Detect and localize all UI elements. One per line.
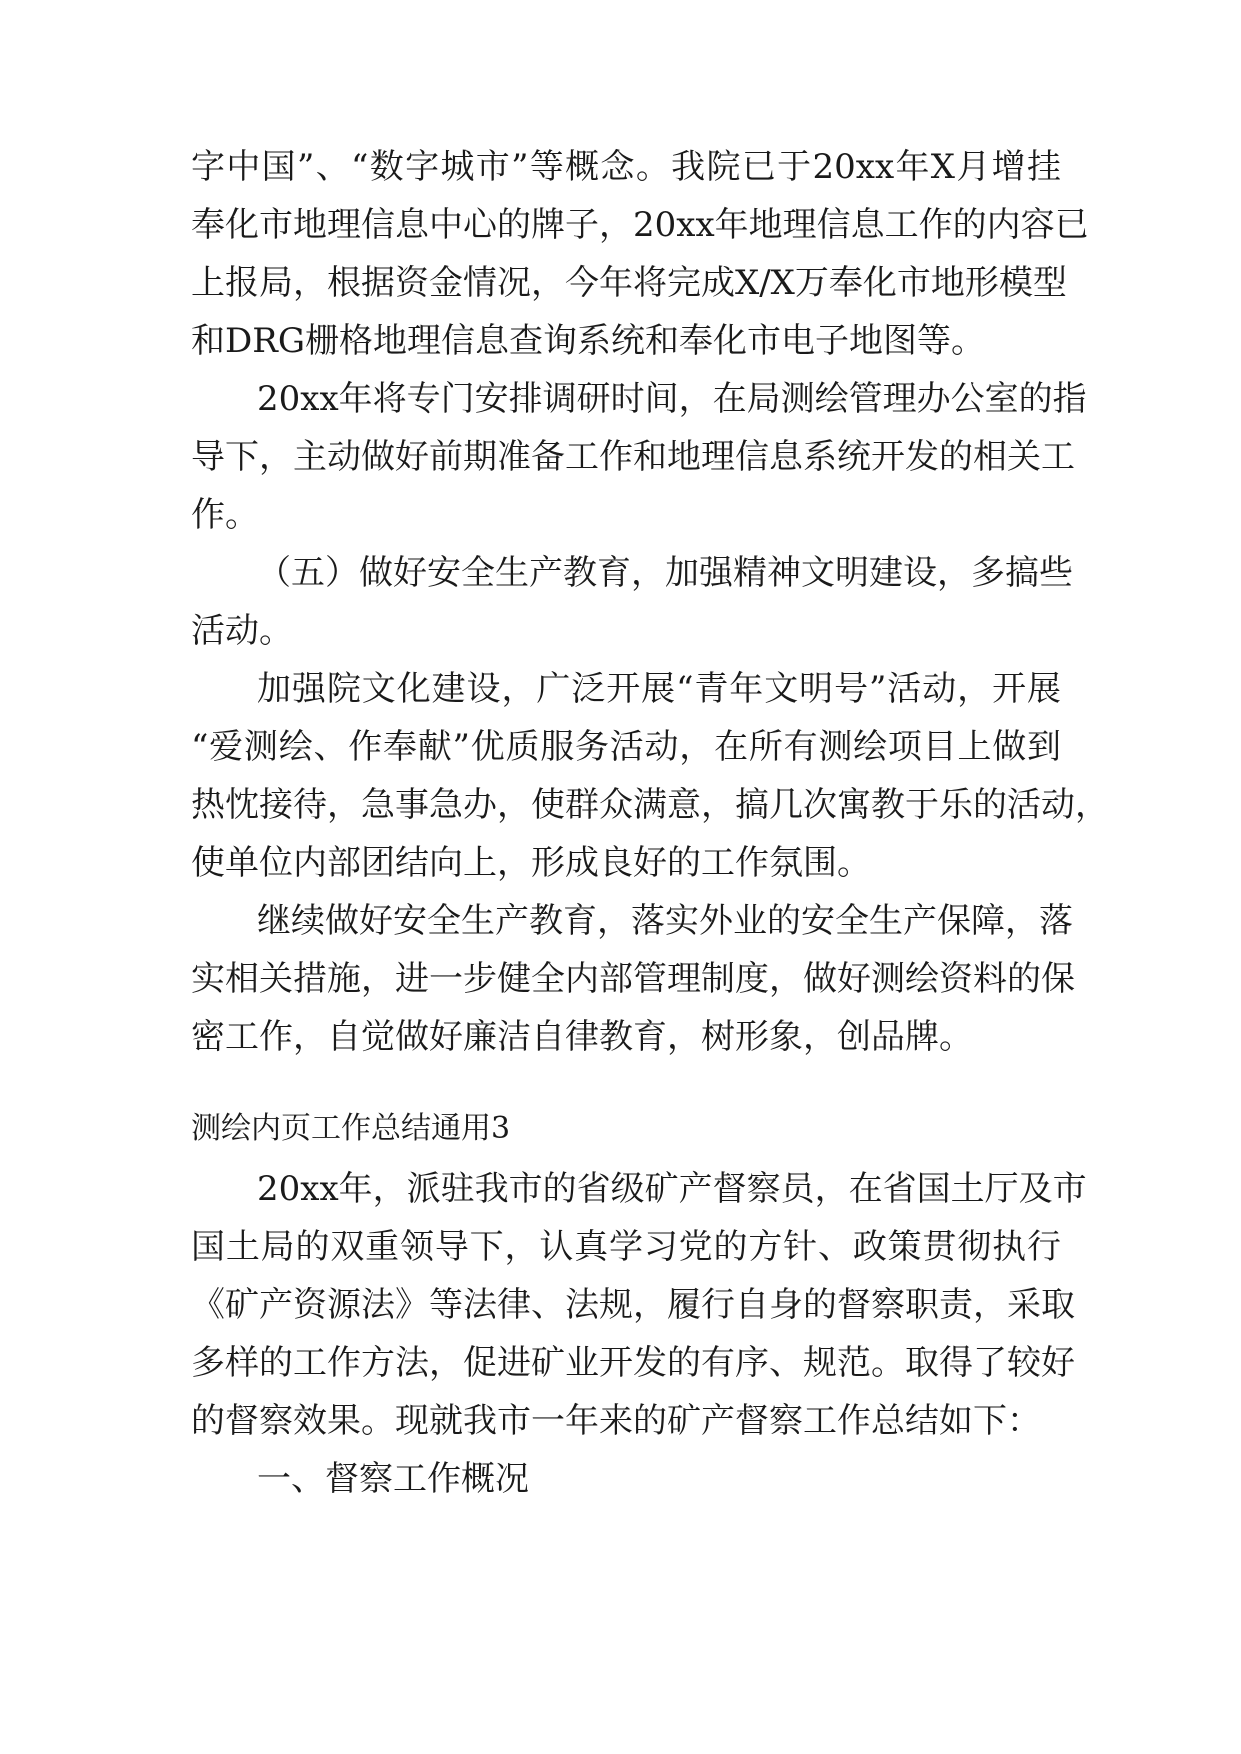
paragraph-line: 作。 bbox=[191, 495, 259, 535]
paragraph-line: 密工作，自觉做好廉洁自律教育，树形象，创品牌。 bbox=[191, 1017, 973, 1057]
paragraph-line: 加强院文化建设，广泛开展“青年文明号”活动，开展 bbox=[257, 669, 1061, 709]
paragraph-line: 国土局的双重领导下，认真学习党的方针、政策贯彻执行 bbox=[191, 1227, 1061, 1267]
paragraph-line: “爱测绘、作奉献”优质服务活动，在所有测绘项目上做到 bbox=[191, 727, 1061, 767]
paragraph-line: 的督察效果。现就我市一年来的矿产督察工作总结如下： bbox=[191, 1401, 1041, 1441]
paragraph-line: 实相关措施，进一步健全内部管理制度，做好测绘资料的保 bbox=[191, 959, 1075, 999]
paragraph-line: 继续做好安全生产教育，落实外业的安全生产保障，落 bbox=[257, 901, 1073, 941]
paragraph-line: 使单位内部团结向上，形成良好的工作氛围。 bbox=[191, 843, 871, 883]
paragraph-line: 上报局，根据资金情况，今年将完成X/X万奉化市地形模型 bbox=[191, 263, 1067, 303]
paragraph-line: 20xx年将专门安排调研时间，在局测绘管理办公室的指 bbox=[257, 379, 1087, 419]
section-title: 测绘内页工作总结通用3 bbox=[191, 1111, 511, 1146]
paragraph-line: 多样的工作方法，促进矿业开发的有序、规范。取得了较好 bbox=[191, 1343, 1075, 1383]
subheading: 一、督察工作概况 bbox=[257, 1459, 529, 1499]
paragraph-line: 字中国”、“数字城市”等概念。我院已于20xx年X月增挂 bbox=[191, 147, 1061, 187]
paragraph-line: 和DRG栅格地理信息查询系统和奉化市电子地图等。 bbox=[191, 321, 986, 361]
paragraph-line: 热忱接待，急事急办，使群众满意，搞几次寓教于乐的活动， bbox=[191, 785, 1109, 825]
paragraph-line: 导下，主动做好前期准备工作和地理信息系统开发的相关工 bbox=[191, 437, 1075, 477]
paragraph-line: 奉化市地理信息中心的牌子，20xx年地理信息工作的内容已 bbox=[191, 205, 1089, 245]
paragraph-line: （五）做好安全生产教育，加强精神文明建设，多搞些 bbox=[257, 553, 1073, 593]
paragraph-line: 活动。 bbox=[191, 611, 293, 651]
paragraph-line: 20xx年，派驻我市的省级矿产督察员，在省国土厅及市 bbox=[257, 1169, 1087, 1209]
paragraph-line: 《矿产资源法》等法律、法规，履行自身的督察职责，采取 bbox=[191, 1285, 1075, 1325]
